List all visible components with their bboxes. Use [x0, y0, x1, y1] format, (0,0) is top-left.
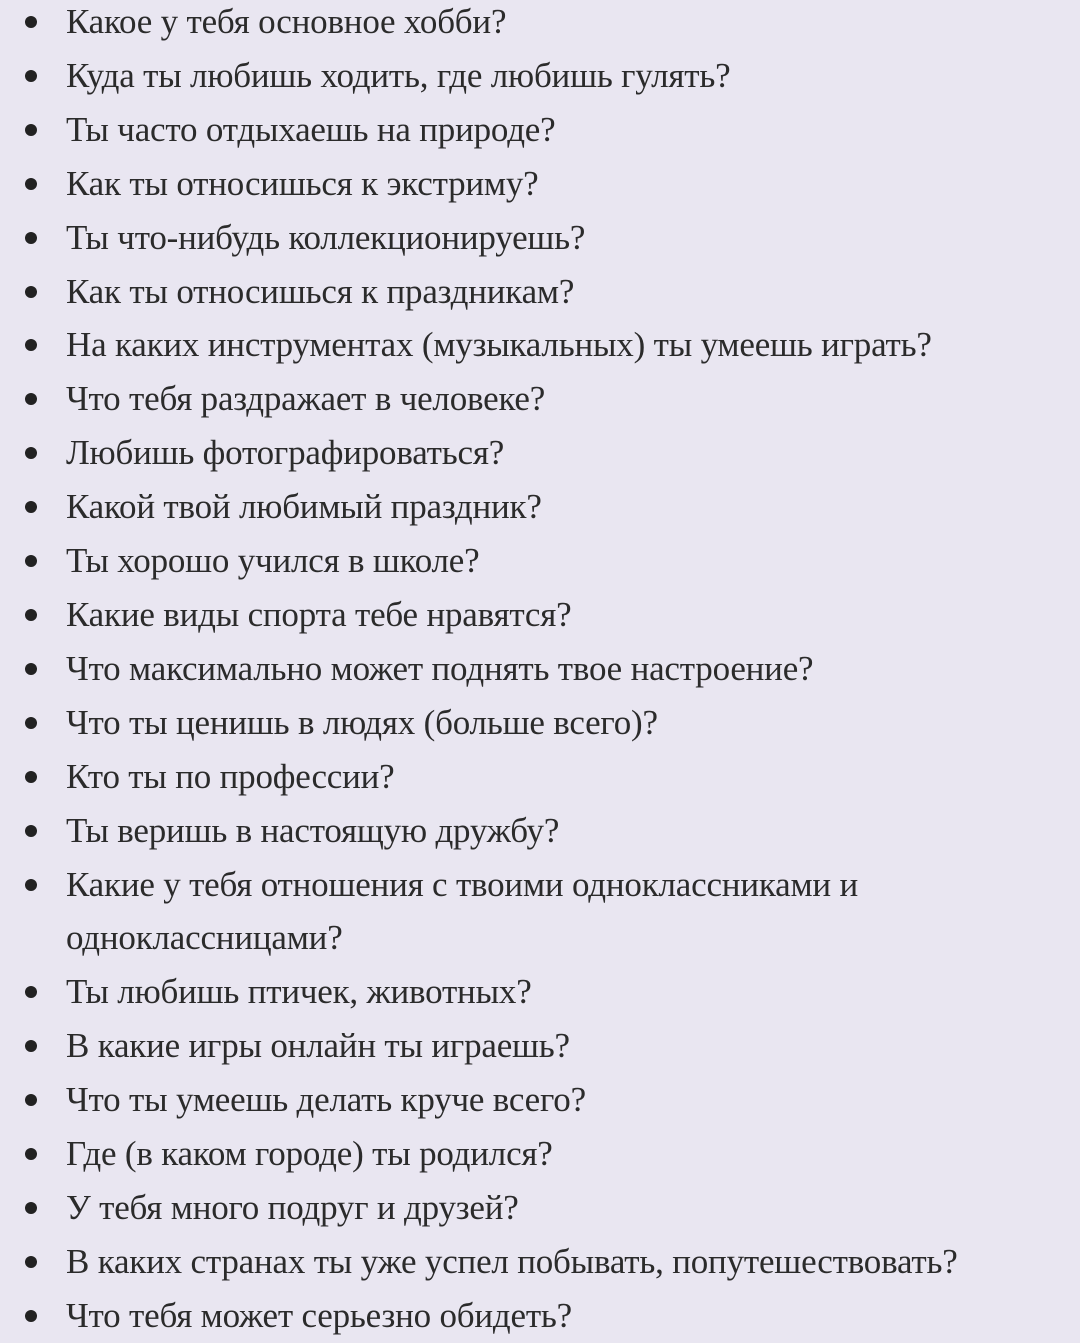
bullet-icon — [25, 1148, 37, 1160]
question-text: Какие у тебя отношения с твоими одноклассниками и одноклассницами? — [66, 864, 859, 958]
question-text: Что ты ценишь в людях (больше всего)? — [66, 702, 658, 742]
question-text: Какие виды спорта тебе нравятся? — [66, 594, 572, 634]
bullet-icon — [25, 1256, 37, 1268]
list-item — [0, 1019, 1080, 1073]
list-item — [0, 0, 1080, 49]
bullet-icon — [25, 717, 37, 729]
list-item — [0, 372, 1080, 426]
list-item — [0, 858, 1080, 966]
list-item — [0, 426, 1080, 480]
question-text: Ты хорошо учился в школе? — [66, 541, 480, 581]
bullet-icon — [25, 1310, 37, 1322]
list-item — [0, 750, 1080, 804]
question-text: У тебя много подруг и друзей? — [66, 1187, 519, 1227]
bullet-icon — [25, 1202, 37, 1214]
list-item — [0, 1073, 1080, 1127]
list-item — [0, 1235, 1080, 1289]
list-item — [0, 211, 1080, 265]
bullet-icon — [25, 771, 37, 783]
list-item — [0, 1289, 1080, 1343]
bullet-icon — [25, 16, 37, 28]
list-item — [0, 534, 1080, 588]
question-text: Как ты относишься к экстриму? — [66, 163, 539, 203]
question-text: В какие игры онлайн ты играешь? — [66, 1026, 570, 1066]
bullet-icon — [25, 286, 37, 298]
bullet-icon — [25, 1094, 37, 1106]
bullet-icon — [25, 609, 37, 621]
question-text: Ты часто отдыхаешь на природе? — [66, 109, 556, 149]
bullet-icon — [25, 124, 37, 136]
bullet-icon — [25, 232, 37, 244]
bullet-icon — [25, 393, 37, 405]
question-text: Кто ты по профессии? — [66, 756, 395, 796]
bullet-icon — [25, 178, 37, 190]
question-text: Какой твой любимый праздник? — [66, 487, 542, 527]
question-text: Где (в каком городе) ты родился? — [66, 1134, 553, 1174]
list-item — [0, 1127, 1080, 1181]
question-text: Какое у тебя основное хобби? — [66, 2, 507, 41]
list-item — [0, 804, 1080, 858]
list-item — [0, 318, 1080, 372]
question-text: Что тебя может серьезно обидеть? — [66, 1295, 573, 1335]
list-item — [0, 588, 1080, 642]
question-text: Что тебя раздражает в человеке? — [66, 379, 546, 419]
question-text: Ты любишь птичек, животных? — [66, 972, 532, 1012]
question-text: Любишь фотографироваться? — [66, 433, 505, 473]
list-item — [0, 265, 1080, 319]
list-item — [0, 49, 1080, 103]
bullet-icon — [25, 879, 37, 891]
bullet-icon — [25, 501, 37, 513]
list-item — [0, 157, 1080, 211]
list-item — [0, 480, 1080, 534]
list-item — [0, 696, 1080, 750]
question-text: Что ты умеешь делать круче всего? — [66, 1080, 586, 1120]
question-text: Что максимально может поднять твое настроение? — [66, 648, 814, 688]
question-text: Ты веришь в настоящую дружбу? — [66, 810, 560, 850]
list-item — [0, 103, 1080, 157]
question-text: Куда ты любишь ходить, где любишь гулять? — [66, 55, 731, 95]
question-text: Как ты относишься к праздникам? — [66, 271, 575, 311]
bullet-icon — [25, 555, 37, 567]
bullet-icon — [25, 1040, 37, 1052]
bullet-icon — [25, 825, 37, 837]
question-text: На каких инструментах (музыкальных) ты умеешь играть? — [66, 325, 932, 365]
list-item — [0, 965, 1080, 1019]
bullet-icon — [25, 70, 37, 82]
bullet-icon — [25, 986, 37, 998]
bullet-icon — [25, 339, 37, 351]
list-item — [0, 1181, 1080, 1235]
bullet-icon — [25, 447, 37, 459]
question-text: Ты что-нибудь коллекционируешь? — [66, 217, 586, 257]
bullet-icon — [25, 663, 37, 675]
question-text: В каких странах ты уже успел побывать, попутешествовать? — [66, 1241, 958, 1281]
list-item — [0, 642, 1080, 696]
